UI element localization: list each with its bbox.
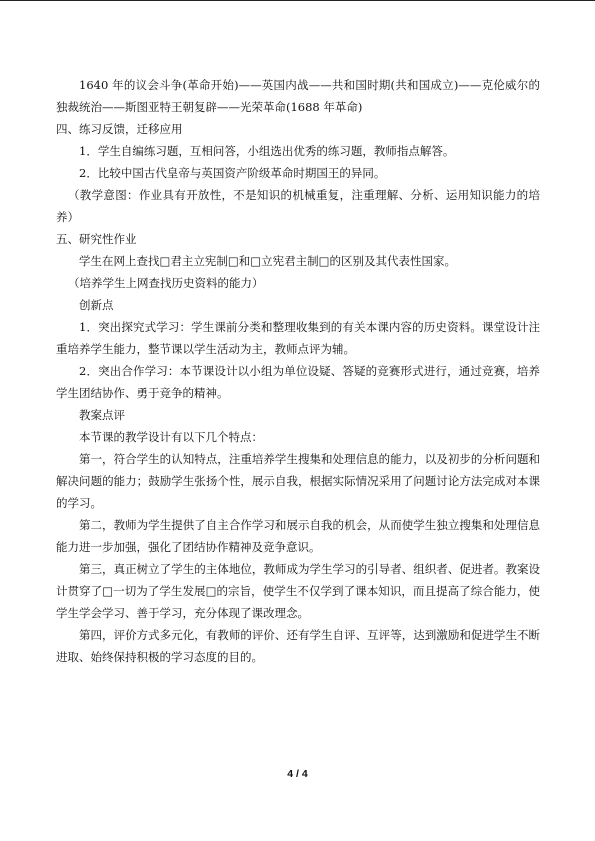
page-number: 4 / 4 — [287, 768, 308, 780]
teaching-intent-note: （教学意图：作业具有开放性，不是知识的机械重复，注重理解、分析、运用知识能力的培养） — [56, 188, 540, 224]
timeline-paragraph: 1640 年的议会斗争(革命开始)——英国内战——共和国时期(共和国成立)——克伦威尔的独裁统治——斯图亚特王朝复辟——光荣革命(1688 年革命) — [56, 78, 540, 114]
review-point-1: 第一，符合学生的认知特点，注重培养学生搜集和处理信息的能力，以及初步的分析问题和解决问题的能力；鼓励学生张扬个性，展示自我，根据实际情况采用了问题讨论方法完成对本课的学习。 — [56, 452, 540, 510]
innovation-item-2: 2．突出合作学习：本节课设计以小组为单位设疑、答疑的竞赛形式进行，通过竞赛，培养学生团结协作、勇于竞争的精神。 — [56, 364, 540, 400]
review-intro: 本节课的教学设计有以下几个特点： — [79, 430, 263, 444]
research-intent-note: （培养学生上网查找历史资料的能力） — [68, 276, 264, 290]
review-point-2: 第二，教师为学生提供了自主合作学习和展示自我的机会，从而使学生独立搜集和处理信息能力进一步加强，强化了团结协作精神及竞争意识。 — [56, 518, 540, 554]
section-heading-research: 五、研究性作业 — [56, 232, 137, 246]
practice-item-2: 2．比较中国古代皇帝与英国资产阶级革命时期国王的异同。 — [79, 166, 386, 180]
section-heading-practice: 四、练习反馈，迁移应用 — [56, 122, 183, 136]
review-point-4: 第四，评价方式多元化，有教师的评价、还有学生自评、互评等，达到激励和促进学生不断进取、始终保持积极的学习态度的目的。 — [56, 628, 540, 664]
practice-item-1: 1．学生自编练习题，互相问答，小组选出优秀的练习题，教师指点解答。 — [79, 144, 455, 158]
innovation-item-1: 1．突出探究式学习：学生课前分类和整理收集到的有关本课内容的历史资料。课堂设计注重培养学生能力，整节课以学生活动为主，教师点评为辅。 — [56, 320, 540, 356]
research-assignment: 学生在网上查找□君主立宪制□和□立宪君主制□的区别及其代表性国家。 — [79, 254, 456, 268]
review-point-3: 第三，真正树立了学生的主体地位，教师成为学生学习的引导者、组织者、促进者。教案设计贯穿了□一切为了学生发展□的宗旨，使学生不仅学到了课本知识，而且提高了综合能力，使学生学会学习、善于学习，充分体现了课改理念。 — [56, 562, 540, 620]
innovation-heading: 创新点 — [79, 298, 114, 312]
lesson-review-heading: 教案点评 — [79, 408, 125, 422]
